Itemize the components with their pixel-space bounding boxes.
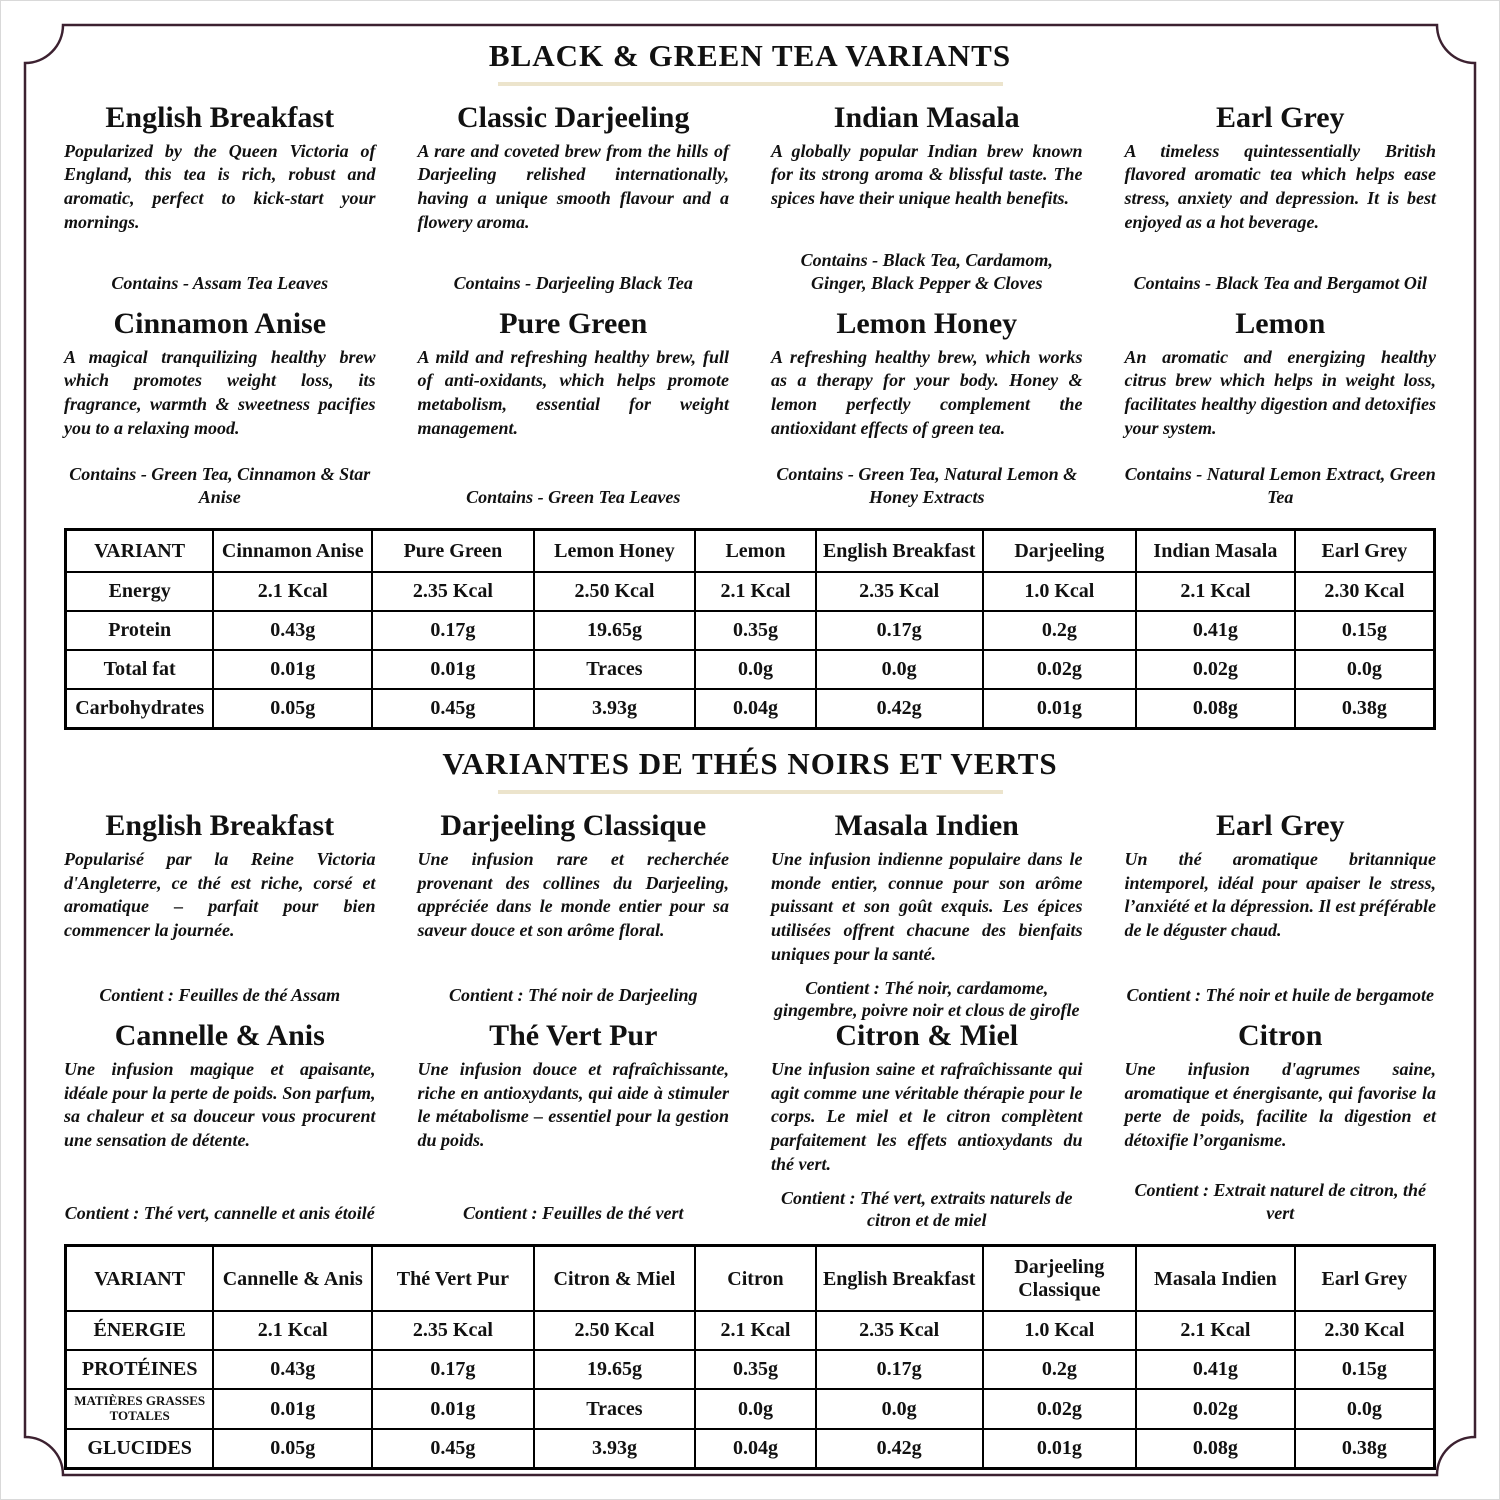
variant-description: An aromatic and energizing healthy citrus brew which helps in weight loss, facilitates healthy digestion and detoxifies your system. xyxy=(1124,346,1436,438)
table-cell: 0.45g xyxy=(372,689,534,729)
table-cell: 0.0g xyxy=(695,650,815,689)
variants-grid-fr xyxy=(64,810,1436,1238)
table-cell: 0.01g xyxy=(372,1389,534,1429)
table-header-cell: Masala Indien xyxy=(1136,1246,1295,1311)
table-cell: Traces xyxy=(534,1389,696,1429)
variant-name: Citron xyxy=(1238,1019,1323,1053)
variant-description: A timeless quintessentially British flavored aromatic tea which helps ease stress, anxiety and depression. It is best enjoyed as a hot beverage. xyxy=(1124,140,1436,232)
table-cell: 2.35 Kcal xyxy=(372,572,534,611)
variant-description: A globally popular Indian brew known for its strong aroma & blissful taste. The spices have their unique health benefits. xyxy=(771,140,1083,208)
variant-name: Masala Indien xyxy=(834,809,1019,843)
nutrition-table xyxy=(64,1244,1436,1470)
variant-description: Popularized by the Queen Victoria of England, this tea is rich, robust and aromatic, perfect to kick-start your mornings. xyxy=(64,140,376,232)
table-cell: 2.30 Kcal xyxy=(1295,1311,1435,1350)
table-cell: 2.1 Kcal xyxy=(695,1311,815,1350)
table-cell: 19.65g xyxy=(534,611,696,650)
table-cell: 0.02g xyxy=(1136,650,1295,689)
table-cell: 0.0g xyxy=(816,1389,983,1429)
table-row xyxy=(66,572,1435,611)
table-cell: 0.35g xyxy=(695,611,815,650)
table-header-cell: Citron & Miel xyxy=(534,1246,696,1311)
tea-variant-card xyxy=(64,810,376,1020)
variant-name: Indian Masala xyxy=(833,101,1020,134)
tea-variant-card xyxy=(1125,1020,1437,1238)
table-cell: 0.43g xyxy=(213,611,372,650)
table-cell: 2.1 Kcal xyxy=(1136,1311,1295,1350)
tea-variant-card xyxy=(418,308,730,522)
variant-description: A rare and coveted brew from the hills of Darjeeling relished internationally, having a unique smooth flavour and a flowery aroma. xyxy=(417,140,729,232)
variant-ingredients: Contains - Black Tea and Bergamot Oil xyxy=(1133,272,1427,293)
table-header-cell: Citron xyxy=(695,1246,815,1311)
tea-variant-card xyxy=(64,308,376,522)
nutrition-table xyxy=(64,528,1436,730)
section-title-en: BLACK & GREEN TEA VARIANTS xyxy=(488,38,1012,73)
variant-description: A refreshing healthy brew, which works as a therapy for your body. Honey & lemon perfectly complement the antioxidant effects of green tea. xyxy=(771,346,1083,438)
variant-name: Earl Grey xyxy=(1215,809,1345,843)
table-header-cell: Lemon Honey xyxy=(534,530,696,573)
table-cell: 1.0 Kcal xyxy=(983,572,1136,611)
nutrition-table-en-wrap xyxy=(64,528,1436,730)
variant-ingredients: Contient : Extrait naturel de citron, thé vert xyxy=(1134,1180,1427,1223)
variant-ingredients: Contient : Thé vert, cannelle et anis étoilé xyxy=(64,1202,375,1223)
table-cell: 0.41g xyxy=(1136,611,1295,650)
table-cell: 0.01g xyxy=(213,1389,372,1429)
table-cell: 2.1 Kcal xyxy=(695,572,815,611)
variant-name: Cannelle & Anis xyxy=(114,1019,325,1053)
table-header-cell: Lemon xyxy=(695,530,815,573)
variant-ingredients: Contient : Feuilles de thé Assam xyxy=(99,984,341,1005)
table-header-cell: Thé Vert Pur xyxy=(372,1246,534,1311)
variant-ingredients: Contains - Natural Lemon Extract, Green Tea xyxy=(1124,464,1436,507)
variant-name: Thé Vert Pur xyxy=(489,1019,658,1053)
table-cell: 2.35 Kcal xyxy=(816,572,983,611)
table-header-cell: Pure Green xyxy=(372,530,534,573)
variant-description: Une infusion saine et rafraîchissante qui agit comme une véritable thérapie pour le corps. Le miel et le citron complètent parfaitement les effets antioxydants du thé vert. xyxy=(771,1058,1083,1174)
table-cell: 0.01g xyxy=(983,689,1136,729)
table-row xyxy=(66,1311,1435,1350)
variant-name: English Breakfast xyxy=(105,809,335,843)
table-header-row xyxy=(66,1246,1435,1311)
table-header-cell: Cannelle & Anis xyxy=(213,1246,372,1311)
title-underline-en xyxy=(498,82,1003,86)
table-row xyxy=(66,1350,1435,1389)
table-cell: 0.17g xyxy=(372,1350,534,1389)
variant-name: Lemon Honey xyxy=(836,307,1018,340)
tea-variant-card xyxy=(418,1020,730,1238)
table-row xyxy=(66,1429,1435,1469)
table-cell: 0.38g xyxy=(1295,1429,1435,1469)
table-cell: 2.1 Kcal xyxy=(213,1311,372,1350)
variant-ingredients: Contains - Darjeeling Black Tea xyxy=(453,272,693,293)
tea-variant-card xyxy=(1125,810,1437,1020)
variant-ingredients: Contains - Assam Tea Leaves xyxy=(111,272,329,293)
table-cell: 0.0g xyxy=(695,1389,815,1429)
variant-ingredients: Contains - Green Tea, Cinnamon & Star Anise xyxy=(69,464,371,507)
tea-variant-card xyxy=(418,102,730,308)
table-row xyxy=(66,611,1435,650)
title-underline-fr xyxy=(498,790,1003,794)
table-cell: 0.35g xyxy=(695,1350,815,1389)
table-header-cell: Indian Masala xyxy=(1136,530,1295,573)
table-row-label: Carbohydrates xyxy=(66,689,214,729)
table-cell: 0.15g xyxy=(1295,611,1435,650)
table-cell: 1.0 Kcal xyxy=(983,1311,1136,1350)
table-row-label: GLUCIDES xyxy=(66,1429,214,1469)
variant-name: Cinnamon Anise xyxy=(113,307,327,340)
table-cell: 0.41g xyxy=(1136,1350,1295,1389)
table-cell: 19.65g xyxy=(534,1350,696,1389)
table-cell: 0.01g xyxy=(213,650,372,689)
table-cell: 0.02g xyxy=(983,650,1136,689)
table-cell: 3.93g xyxy=(534,689,696,729)
table-cell: 0.0g xyxy=(816,650,983,689)
section-french xyxy=(64,746,1436,1470)
table-cell: 0.43g xyxy=(213,1350,372,1389)
table-cell: 0.45g xyxy=(372,1429,534,1469)
tea-variant-card xyxy=(771,308,1083,522)
table-row-label: MATIÈRES GRASSES TOTALES xyxy=(66,1389,214,1429)
section-english xyxy=(64,38,1436,730)
variant-ingredients: Contient : Feuilles de thé vert xyxy=(463,1202,684,1223)
table-cell: 0.17g xyxy=(816,611,983,650)
table-header-cell: Darjeeling xyxy=(983,530,1136,573)
variant-name: Citron & Miel xyxy=(835,1019,1019,1053)
table-cell: 0.05g xyxy=(213,689,372,729)
table-row-label: Energy xyxy=(66,572,214,611)
table-cell: 0.38g xyxy=(1295,689,1435,729)
variants-grid-en xyxy=(64,102,1436,522)
table-cell: 0.01g xyxy=(983,1429,1136,1469)
variant-name: English Breakfast xyxy=(105,101,335,134)
table-row xyxy=(66,689,1435,729)
table-header-cell: Cinnamon Anise xyxy=(213,530,372,573)
table-row xyxy=(66,650,1435,689)
table-row-label: Total fat xyxy=(66,650,214,689)
variant-description: A mild and refreshing healthy brew, full of anti-oxidants, which helps promote metabolism, essential for weight management. xyxy=(417,346,729,438)
table-cell: 2.30 Kcal xyxy=(1295,572,1435,611)
table-cell: 0.05g xyxy=(213,1429,372,1469)
table-cell: Traces xyxy=(534,650,696,689)
table-row-label: ÉNERGIE xyxy=(66,1311,214,1350)
table-cell: 0.42g xyxy=(816,1429,983,1469)
table-header-row xyxy=(66,530,1435,573)
table-row-label: Protein xyxy=(66,611,214,650)
variant-description: Une infusion magique et apaisante, idéale pour la perte de poids. Son parfum, sa chaleur et sa douceur vous procurent une sensation de détente. xyxy=(64,1058,376,1151)
tea-variant-card xyxy=(771,1020,1083,1238)
table-cell: 0.04g xyxy=(695,1429,815,1469)
variant-description: Un thé aromatique britannique intemporel, idéal pour apaiser le stress, l’anxiété et la dépression. Il est préférable de le déguster chaud. xyxy=(1124,848,1436,941)
variant-name: Darjeeling Classique xyxy=(440,809,707,843)
variant-description: Une infusion indienne populaire dans le monde entier, connue pour son arôme puissant et son goût exquis. Les épices utilisées offrent chacune des bienfaits uniques pour la santé. xyxy=(771,848,1083,964)
variant-ingredients: Contient : Thé noir, cardamome, gingembre, poivre noir et clous de girofle xyxy=(774,977,1080,1021)
tea-variant-card xyxy=(1125,102,1437,308)
table-cell: 0.08g xyxy=(1136,1429,1295,1469)
variant-description: A magical tranquilizing healthy brew which promotes weight loss, its fragrance, warmth & sweetness pacifies you to a relaxing mood. xyxy=(64,346,376,438)
table-cell: 0.0g xyxy=(1295,650,1435,689)
section-title-fr: VARIANTES DE THÉS NOIRS ET VERTS xyxy=(442,746,1058,782)
table-cell: 0.2g xyxy=(983,611,1136,650)
variant-ingredients: Contains - Black Tea, Cardamom, Ginger, Black Pepper & Cloves xyxy=(800,250,1053,293)
table-cell: 0.15g xyxy=(1295,1350,1435,1389)
table-cell: 0.01g xyxy=(372,650,534,689)
table-cell: 0.04g xyxy=(695,689,815,729)
table-cell: 0.17g xyxy=(816,1350,983,1389)
table-cell: 0.17g xyxy=(372,611,534,650)
variant-description: Une infusion d'agrumes saine, aromatique et énergisante, qui favorise la perte de poids, facilite la digestion et détoxifie l’organisme. xyxy=(1124,1058,1436,1151)
table-header-cell: English Breakfast xyxy=(816,1246,983,1311)
table-header-cell: English Breakfast xyxy=(816,530,983,573)
variant-name: Pure Green xyxy=(499,307,648,340)
table-cell: 0.0g xyxy=(1295,1389,1435,1429)
table-cell: 2.35 Kcal xyxy=(372,1311,534,1350)
table-header-cell: VARIANT xyxy=(66,1246,214,1311)
table-cell: 2.50 Kcal xyxy=(534,1311,696,1350)
table-cell: 0.02g xyxy=(1136,1389,1295,1429)
variant-description: Une infusion douce et rafraîchissante, riche en antioxydants, qui aide à stimuler le métabolisme – essentiel pour la gestion du poids. xyxy=(417,1058,729,1151)
tea-variant-card xyxy=(771,810,1083,1020)
table-row xyxy=(66,1389,1435,1429)
nutrition-table-fr-wrap xyxy=(64,1244,1436,1470)
table-cell: 2.50 Kcal xyxy=(534,572,696,611)
tea-variant-card xyxy=(418,810,730,1020)
variant-ingredients: Contient : Thé noir de Darjeeling xyxy=(448,984,698,1005)
table-cell: 2.1 Kcal xyxy=(1136,572,1295,611)
tea-variant-card xyxy=(1125,308,1437,522)
table-cell: 2.1 Kcal xyxy=(213,572,372,611)
table-row-label: PROTÉINES xyxy=(66,1350,214,1389)
table-cell: 0.2g xyxy=(983,1350,1136,1389)
variant-name: Lemon xyxy=(1235,307,1326,340)
variant-ingredients: Contains - Green Tea, Natural Lemon & Honey Extracts xyxy=(776,464,1078,507)
variant-description: Popularisé par la Reine Victoria d'Angleterre, ce thé est riche, corsé et aromatique – parfait pour bien commencer la journée. xyxy=(64,848,376,941)
table-cell: 0.08g xyxy=(1136,689,1295,729)
table-cell: 3.93g xyxy=(534,1429,696,1469)
tea-variant-card xyxy=(64,102,376,308)
variant-ingredients: Contient : Thé noir et huile de bergamote xyxy=(1126,984,1434,1005)
table-cell: 0.42g xyxy=(816,689,983,729)
variant-description: Une infusion rare et recherchée provenant des collines du Darjeeling, appréciée dans le monde entier pour sa saveur douce et son arôme floral. xyxy=(417,848,729,941)
table-header-cell: Darjeeling Classique xyxy=(983,1246,1136,1311)
table-header-cell: VARIANT xyxy=(66,530,214,573)
variant-ingredients: Contains - Green Tea Leaves xyxy=(466,486,681,507)
table-cell: 0.02g xyxy=(983,1389,1136,1429)
tea-variant-card xyxy=(771,102,1083,308)
table-header-cell: Earl Grey xyxy=(1295,530,1435,573)
variant-ingredients: Contient : Thé vert, extraits naturels de citron et de miel xyxy=(780,1187,1073,1231)
table-header-cell: Earl Grey xyxy=(1295,1246,1435,1311)
tea-variant-card xyxy=(64,1020,376,1238)
variant-name: Earl Grey xyxy=(1215,101,1345,134)
variant-name: Classic Darjeeling xyxy=(457,101,690,134)
table-cell: 2.35 Kcal xyxy=(816,1311,983,1350)
